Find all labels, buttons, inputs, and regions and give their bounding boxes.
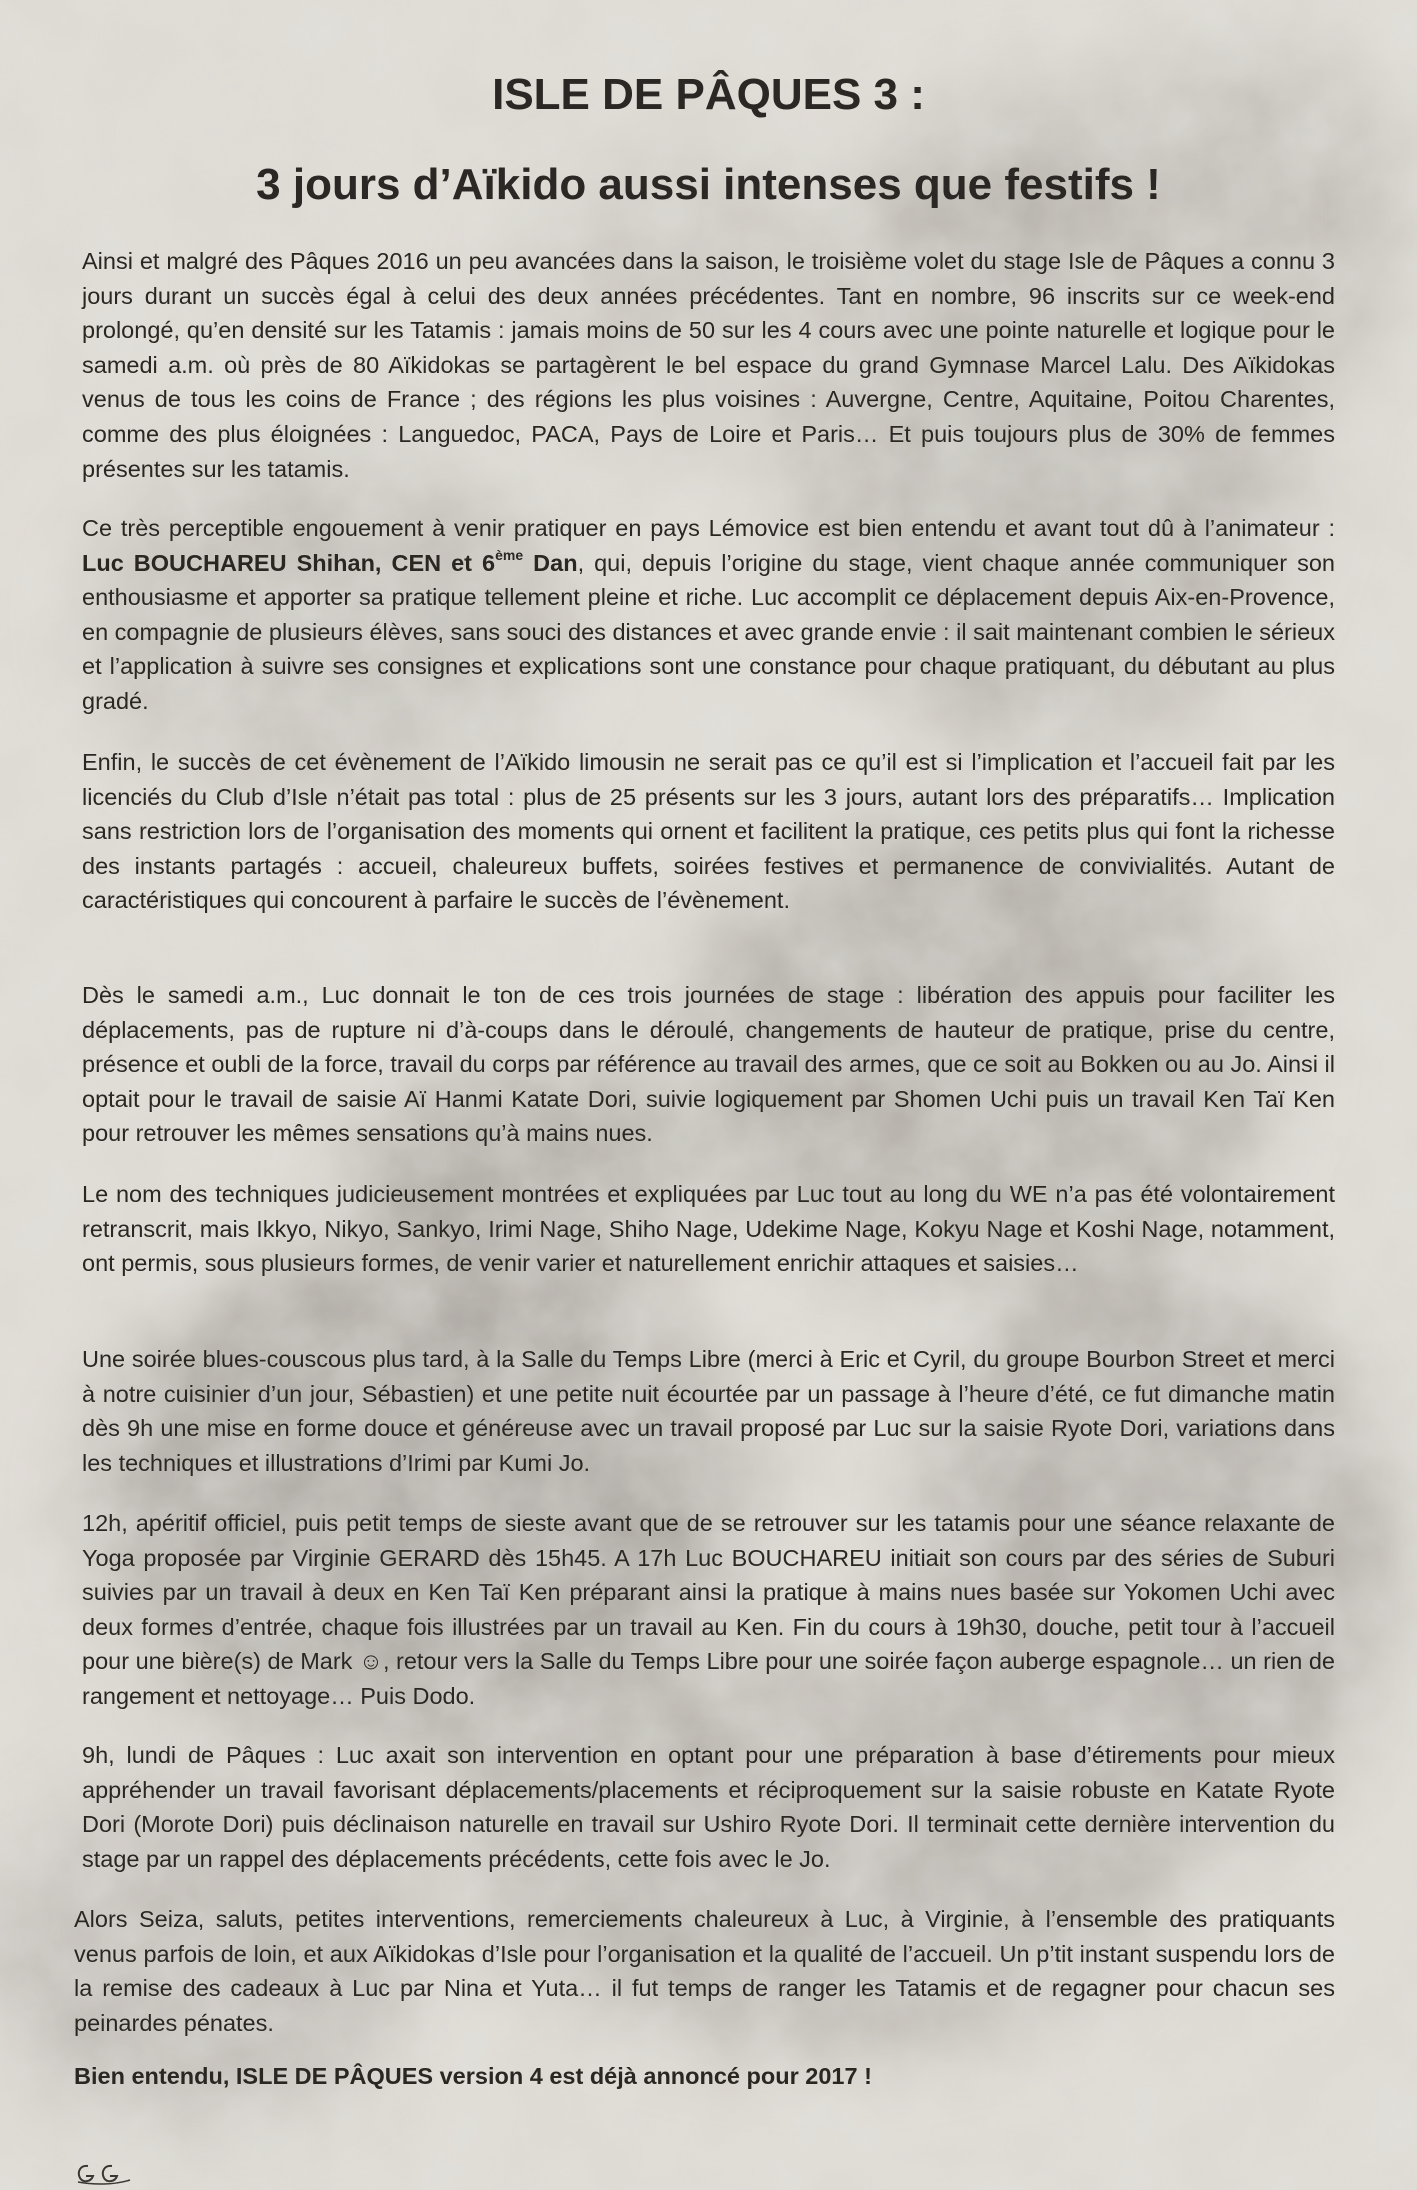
paragraph-5: Le nom des techniques judicieusement montrées et expliquées par Luc tout au long du WE n’a pas été volontairement retranscrit, mais Ikkyo, Nikyo, Sankyo, Irimi Nage, Shiho Nage, Udekime Nage, Kokyu Nage et Koshi Nage, notamment, ont permis, sous plusieurs formes, de venir varier et naturellement enrichir attaques et saisies… bbox=[82, 1181, 1335, 1277]
paragraph-2 bbox=[82, 511, 1335, 719]
page-title: ISLE DE PÂQUES 3 : bbox=[492, 70, 925, 119]
paragraph-3: Enfin, le succès de cet évènement de l’Aïkido limousin ne serait pas ce qu’il est si l’implication et l’accueil fait par les licenciés du Club d’Isle n’était pas total : plus de 25 présents sur les 3 jours, autant lors des préparatifs… Implication sans restriction lors de l’organisation des moments qui ornent et facilitent la pratique, ces petits plus qui font la richesse des instants partagés : accueil, chaleureux buffets, soirées festives et permanence de convivialités. Autant de caractéristiques qui concourent à parfaire le succès de l’évènement. bbox=[82, 749, 1335, 914]
instructor-name: Luc BOUCHAREU Shihan, CEN et 6 bbox=[82, 549, 496, 576]
paragraph-6: Une soirée blues-couscous plus tard, à la Salle du Temps Libre (merci à Eric et Cyril, du groupe Bourbon Street et merci à notre cuisinier d’un jour, Sébastien) et une petite nuit écourtée par un passage à l’heure d’été, ce fut dimanche matin dès 9h une mise en forme douce et généreuse avec un travail proposé par Luc sur la saisie Ryote Dori, variations dans les techniques et illustrations d’Irimi par Kumi Jo. bbox=[82, 1346, 1335, 1476]
closing-announcement: Bien entendu, ISLE DE PÂQUES version 4 est déjà annoncé pour 2017 ! bbox=[74, 2063, 872, 2089]
rank-dan: Dan bbox=[523, 549, 578, 576]
paragraph-9: Alors Seiza, saluts, petites interventions, remerciements chaleureux à Luc, à Virginie, à l’ensemble des pratiquants venus parfois de loin, et aux Aïkidokas d’Isle pour l’organisation et la qualité de l’accueil. Un p’tit instant suspendu lors de la remise des cadeaux à Luc par Nina et Yuta… il fut temps de ranger les Tatamis et de regagner pour chacun ses peinardes pénates. bbox=[74, 1906, 1335, 2036]
paragraph-1: Ainsi et malgré des Pâques 2016 un peu avancées dans la saison, le troisième volet du stage Isle de Pâques a connu 3 jours durant un succès égal à celui des deux années précédentes. Tant en nombre, 96 inscrits sur ce week-end prolongé, qu’en densité sur les Tatamis : jamais moins de 50 sur les 4 cours avec une pointe naturelle et logique pour le samedi a.m. où près de 80 Aïkidokas se partagèrent le bel espace du grand Gymnase Marcel Lalu. Des Aïkidokas venus de tous les coins de France ; des régions les plus voisines : Auvergne, Centre, Aquitaine, Poitou Charentes, comme des plus éloignées : Languedoc, PACA, Pays de Loire et Paris… Et puis toujours plus de 30% de femmes présentes sur les tatamis. bbox=[82, 248, 1335, 482]
paragraph-4: Dès le samedi a.m., Luc donnait le ton de ces trois journées de stage : libération des appuis pour faciliter les déplacements, pas de rupture ni d’à-coups dans le déroulé, changements de hauteur de pratique, prise du centre, présence et oubli de la force, travail du corps par référence au travail des armes, que ce soit au Bokken ou au Jo. Ainsi il optait pour le travail de saisie Aï Hanmi Katate Dori, suivie logiquement par Shomen Uchi puis un travail Ken Taï Ken pour retrouver les mêmes sensations qu’à mains nues. bbox=[82, 982, 1335, 1147]
paragraph-2-intro: Ce très perceptible engouement à venir pratiquer en pays Lémovice est bien entendu et avant tout dû à l’animateur : bbox=[82, 515, 1335, 541]
page-subtitle: 3 jours d’Aïkido aussi intenses que festifs ! bbox=[256, 160, 1161, 209]
paragraph-8: 9h, lundi de Pâques : Luc axait son intervention en optant pour une préparation à base d’étirements pour mieux appréhender un travail favorisant déplacements/placements et réciproquement sur la saisie robuste en Katate Ryote Dori (Morote Dori) puis déclinaison naturelle en travail sur Ushiro Ryote Dori. Il terminait cette dernière intervention du stage par un rappel des déplacements précédents, cette fois avec le Jo. bbox=[82, 1742, 1335, 1872]
paragraph-2-rest: , qui, depuis l’origine du stage, vient chaque année communiquer son enthousiasme et apporter sa pratique tellement pleine et riche. Luc accomplit ce déplacement depuis Aix-en-Provence, en compagnie de plusieurs élèves, sans souci des distances et avec grande envie : il sait maintenant combien le sérieux et l’application à suivre ses consignes et explications sont une constance pour chaque pratiquant, du débutant au plus gradé. bbox=[82, 549, 1335, 714]
paragraph-7: 12h, apéritif officiel, puis petit temps de sieste avant que de se retrouver sur les tatamis pour une séance relaxante de Yoga proposée par Virginie GERARD dès 15h45. A 17h Luc BOUCHAREU initiait son cours par des séries de Suburi suivies par un travail à deux en Ken Taï Ken préparant ainsi la pratique à mains nues basée sur Yokomen Uchi avec deux formes d’entrée, chaque fois illustrées par un travail au Ken. Fin du cours à 19h30, douche, petit tour à l’accueil pour une bière(s) de Mark ☺, retour vers la Salle du Temps Libre pour une soirée façon auberge espagnole… un rien de rangement et nettoyage… Puis Dodo. bbox=[82, 1510, 1335, 1709]
signature-mark bbox=[74, 2160, 134, 2186]
rank-superscript: ème bbox=[495, 546, 524, 563]
